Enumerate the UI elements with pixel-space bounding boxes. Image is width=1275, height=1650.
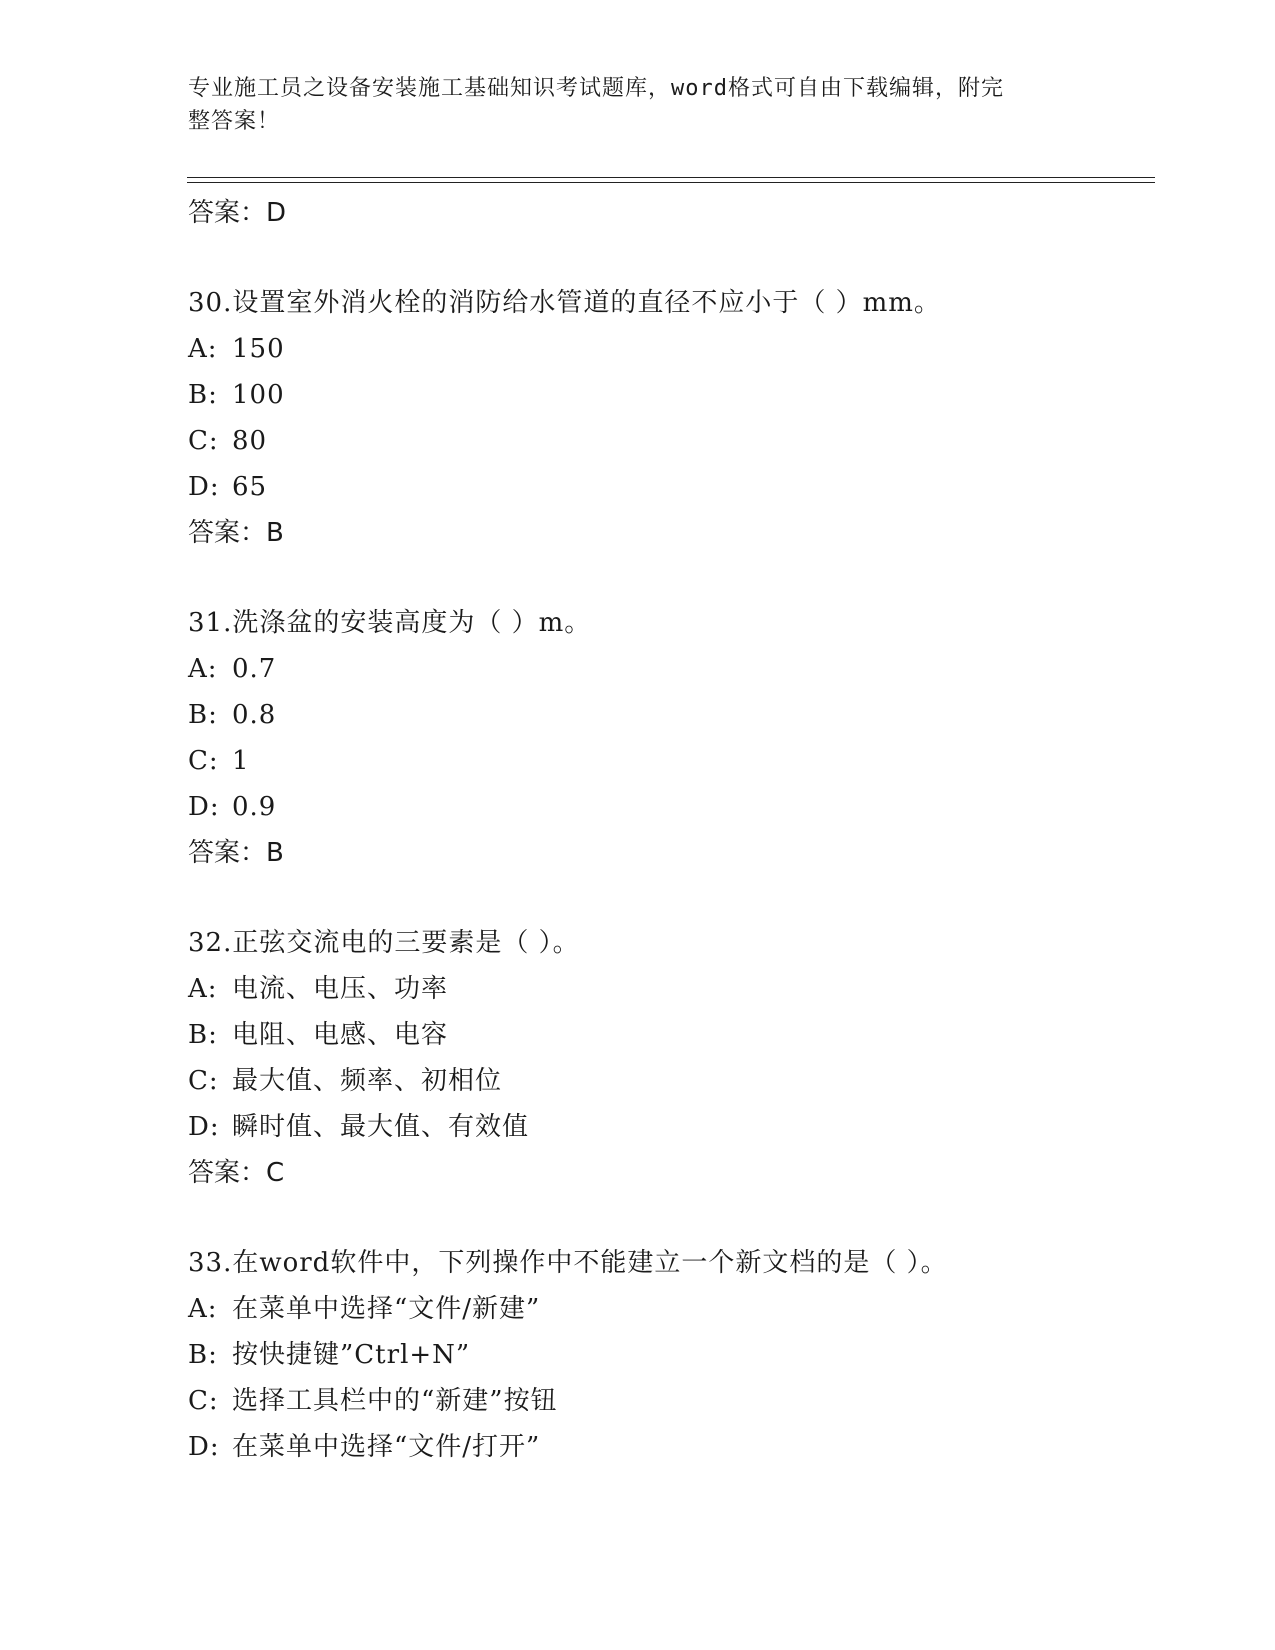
option-text: 65	[232, 472, 268, 502]
option-label: B:	[188, 700, 218, 730]
option-a	[188, 326, 1148, 372]
option-label: C:	[188, 1386, 219, 1416]
option-label: A:	[188, 654, 218, 684]
option-text: 按快捷键”Ctrl+N”	[232, 1340, 471, 1370]
option-label: D:	[188, 1112, 220, 1142]
option-d	[188, 1104, 1148, 1150]
option-label: A:	[188, 1294, 218, 1324]
header-line-1: 专业施工员之设备安装施工基础知识考试题库，word格式可自由下载编辑，附完	[188, 76, 1004, 101]
option-text: 0.9	[232, 792, 277, 822]
spacer	[188, 556, 1148, 600]
question-stem: 32.正弦交流电的三要素是（ ）。	[188, 928, 580, 958]
answer-previous: 答案：D	[188, 198, 287, 228]
question-32	[188, 920, 1148, 1196]
option-text: 在菜单中选择“文件/打开”	[232, 1432, 541, 1462]
header-rule-top	[187, 177, 1155, 178]
question-33	[188, 1240, 1148, 1470]
option-d	[188, 784, 1148, 830]
question-stem: 33.在word软件中，下列操作中不能建立一个新文档的是（ ）。	[188, 1248, 948, 1278]
option-a	[188, 646, 1148, 692]
option-label: D:	[188, 792, 220, 822]
option-c	[188, 1378, 1148, 1424]
option-a	[188, 1286, 1148, 1332]
question-stem: 31.洗涤盆的安装高度为（ ）m。	[188, 608, 592, 638]
option-label: A:	[188, 974, 218, 1004]
option-label: C:	[188, 1066, 219, 1096]
option-c	[188, 418, 1148, 464]
option-text: 80	[232, 426, 268, 456]
question-list	[188, 190, 1148, 1470]
option-text: 0.8	[232, 700, 277, 730]
option-text: 0.7	[232, 654, 277, 684]
option-label: C:	[188, 426, 219, 456]
option-b	[188, 1012, 1148, 1058]
header-rule-bottom	[187, 182, 1155, 183]
answer: 答案：B	[188, 518, 284, 548]
option-b	[188, 1332, 1148, 1378]
option-label: C:	[188, 746, 219, 776]
option-d	[188, 1424, 1148, 1470]
option-d	[188, 464, 1148, 510]
spacer	[188, 1196, 1148, 1240]
header-line-2: 整答案！	[188, 109, 281, 134]
question-31	[188, 600, 1148, 876]
question-30	[188, 280, 1148, 556]
option-text: 电阻、电感、电容	[232, 1020, 449, 1050]
answer: 答案：B	[188, 838, 284, 868]
option-text: 在菜单中选择“文件/新建”	[232, 1294, 541, 1324]
option-label: B:	[188, 1020, 218, 1050]
option-text: 150	[232, 334, 285, 364]
spacer	[188, 236, 1148, 280]
option-text: 1	[232, 746, 250, 776]
option-c	[188, 1058, 1148, 1104]
document-header	[188, 72, 1068, 138]
option-b	[188, 372, 1148, 418]
question-stem: 30.设置室外消火栓的消防给水管道的直径不应小于（ ）mm。	[188, 288, 941, 318]
option-text: 选择工具栏中的“新建”按钮	[232, 1386, 558, 1416]
option-text: 电流、电压、功率	[232, 974, 449, 1004]
option-label: D:	[188, 1432, 220, 1462]
option-text: 瞬时值、最大值、有效值	[232, 1112, 530, 1142]
option-text: 100	[232, 380, 285, 410]
option-a	[188, 966, 1148, 1012]
option-c	[188, 738, 1148, 784]
option-label: B:	[188, 380, 218, 410]
spacer	[188, 876, 1148, 920]
option-label: D:	[188, 472, 220, 502]
option-label: B:	[188, 1340, 218, 1370]
option-b	[188, 692, 1148, 738]
option-label: A:	[188, 334, 218, 364]
answer: 答案：C	[188, 1158, 285, 1188]
option-text: 最大值、频率、初相位	[232, 1066, 503, 1096]
